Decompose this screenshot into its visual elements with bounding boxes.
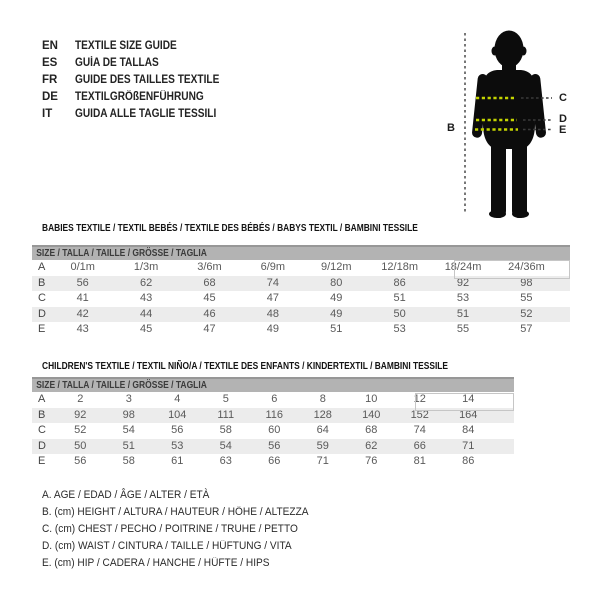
table-cell: 86 — [393, 276, 406, 289]
table-cell: 3 — [125, 393, 132, 405]
table-cell: 49 — [330, 307, 343, 320]
table-cell: 14 — [462, 393, 475, 405]
table-cell: 24/36m — [508, 261, 545, 273]
table-cell: 44 — [139, 307, 153, 320]
measurement-legend — [42, 487, 332, 572]
table-cell: 56 — [76, 276, 89, 289]
language-list — [42, 38, 239, 123]
table-cell: 81 — [413, 455, 426, 467]
language-label: GUIDA ALLE TAGLIE TESSILI — [75, 108, 217, 120]
table-cell: 140 — [362, 408, 381, 421]
table-cell: 98 — [122, 408, 135, 421]
table-cell: 56 — [74, 455, 87, 467]
table-cell: 47 — [266, 292, 279, 304]
row-label: E — [38, 323, 46, 335]
row-label: C — [38, 424, 46, 436]
table-cell: 76 — [365, 455, 378, 467]
table-cell: 71 — [316, 455, 329, 467]
highlight-box — [415, 393, 514, 411]
table-cell: 54 — [219, 439, 232, 452]
table-cell: 53 — [456, 292, 470, 304]
table-cell: 92 — [456, 276, 470, 289]
table-cell: 62 — [365, 439, 378, 452]
language-label: GUIDE DES TAILLES TEXTILE — [75, 74, 220, 86]
table-cell: 68 — [203, 276, 216, 289]
table-cell: 49 — [330, 292, 343, 304]
language-code: IT — [42, 108, 53, 120]
language-code: DE — [42, 91, 58, 103]
table-cell: 4 — [174, 393, 181, 405]
row-label: E — [38, 455, 46, 467]
table-cell: 57 — [520, 323, 533, 335]
table-cell: 48 — [266, 307, 279, 320]
table-cell: 51 — [456, 307, 470, 320]
legend-line-c: C. (cm) CHEST / PECHO / POITRINE / TRUHE / PETTO — [42, 523, 298, 535]
table-row-d — [32, 307, 570, 323]
table-cell: 62 — [139, 276, 153, 289]
legend-line-e: E. (cm) HIP / CADERA / HANCHE / HÜFTE / HIPS — [42, 557, 270, 569]
table-cell: 56 — [268, 439, 281, 452]
table-cell: 51 — [122, 439, 135, 452]
row-label: C — [38, 292, 46, 304]
table-cell: 45 — [139, 323, 153, 335]
table-cell: 55 — [456, 323, 470, 335]
table-cell: 86 — [462, 455, 475, 467]
language-code: FR — [42, 74, 58, 86]
table-cell: 80 — [330, 276, 343, 289]
row-label: D — [38, 439, 46, 452]
table-cell: 47 — [203, 323, 216, 335]
table-cell: 50 — [393, 307, 406, 320]
table-cell: 9/12m — [320, 261, 352, 273]
language-label: TEXTILGRÖßENFÜHRUNG — [75, 91, 204, 103]
table-header-label: SIZE / TALLA / TAILLE / GRÖSSE / TAGLIA — [32, 247, 489, 260]
table-cell: 55 — [520, 292, 533, 304]
table-cell: 5 — [222, 393, 229, 405]
table-cell: 53 — [393, 323, 406, 335]
table-cell: 10 — [365, 393, 378, 405]
row-label: A — [38, 393, 46, 405]
table-cell: 8 — [319, 393, 326, 405]
table-row-e — [32, 454, 514, 470]
table-cell: 60 — [268, 424, 281, 436]
babies-size-table — [32, 245, 570, 338]
table-cell: 43 — [76, 323, 89, 335]
table-cell: 46 — [203, 307, 216, 320]
table-cell: 6/9m — [260, 261, 286, 273]
table-cell: 51 — [330, 323, 343, 335]
figure-label-e: E — [559, 124, 567, 136]
highlight-box — [454, 260, 570, 279]
table-cell: 128 — [313, 408, 332, 421]
language-code: ES — [42, 57, 58, 69]
figure-label-c: C — [559, 92, 567, 104]
table-row-c — [32, 291, 570, 307]
table-cell: 116 — [265, 408, 284, 421]
table-cell: 0/1m — [70, 261, 95, 273]
table-cell: 49 — [266, 323, 279, 335]
legend-line-d: D. (cm) WAIST / CINTURA / TAILLE / HÜFTUNG / VITA — [42, 540, 292, 552]
babies-section-title: BABIES TEXTILE / TEXTIL BEBÉS / TEXTILE DES BÉBÉS / BABYS TEXTIL / BAMBINI TESSILE — [42, 222, 418, 234]
legend-line-b: B. (cm) HEIGHT / ALTURA / HAUTEUR / HÖHE / ALTEZZA — [42, 506, 309, 518]
table-cell: 52 — [74, 424, 87, 436]
table-cell: 51 — [393, 292, 406, 304]
table-cell: 66 — [413, 439, 426, 452]
table-cell: 12 — [413, 393, 426, 405]
child-silhouette — [472, 31, 547, 219]
language-row-it — [42, 106, 239, 123]
table-cell: 42 — [76, 307, 89, 320]
table-cell: 58 — [122, 455, 135, 467]
table-cell: 92 — [74, 408, 87, 421]
table-row-c — [32, 423, 514, 439]
table-cell: 84 — [462, 424, 475, 436]
table-cell: 164 — [459, 408, 478, 421]
table-cell: 41 — [76, 292, 89, 304]
table-row-d — [32, 439, 514, 455]
table-cell: 74 — [413, 424, 426, 436]
figure-label-b: B — [447, 122, 455, 134]
table-cell: 58 — [219, 424, 232, 436]
row-label: A — [38, 261, 46, 273]
table-row-e — [32, 322, 570, 338]
table-cell: 98 — [520, 276, 533, 289]
table-cell: 74 — [266, 276, 279, 289]
figure-label-d: D — [559, 113, 567, 125]
table-cell: 1/3m — [133, 261, 159, 273]
table-cell: 56 — [171, 424, 184, 436]
language-row-fr — [42, 72, 239, 89]
row-label: D — [38, 307, 46, 320]
table-cell: 54 — [122, 424, 135, 436]
table-cell: 12/18m — [381, 261, 418, 273]
table-cell: 59 — [316, 439, 329, 452]
table-cell: 43 — [139, 292, 153, 304]
language-row-en — [42, 38, 239, 55]
language-row-de — [42, 89, 239, 106]
table-cell: 2 — [77, 393, 84, 405]
table-cell: 66 — [268, 455, 281, 467]
language-code: EN — [42, 40, 58, 52]
table-cell: 111 — [217, 408, 235, 421]
table-header-row — [32, 247, 570, 260]
table-cell: 71 — [462, 439, 475, 452]
language-label: GUÍA DE TALLAS — [75, 57, 159, 69]
children-size-table — [32, 377, 514, 470]
table-header-row — [32, 379, 514, 392]
table-header-label: SIZE / TALLA / TAILLE / GRÖSSE / TAGLIA — [32, 379, 442, 392]
table-cell: 45 — [203, 292, 216, 304]
table-cell: 152 — [410, 408, 429, 421]
row-label: B — [38, 276, 46, 289]
row-label: B — [38, 408, 46, 421]
table-cell: 53 — [171, 439, 184, 452]
table-cell: 64 — [316, 424, 329, 436]
table-cell: 3/6m — [197, 261, 222, 273]
table-cell: 104 — [168, 408, 187, 421]
table-cell: 61 — [171, 455, 184, 467]
table-cell: 63 — [219, 455, 232, 467]
table-cell: 52 — [520, 307, 533, 320]
language-label: TEXTILE SIZE GUIDE — [75, 40, 177, 52]
children-section-title: CHILDREN'S TEXTILE / TEXTIL NIÑO/A / TEXTILE DES ENFANTS / KINDERTEXTIL / BAMBINI TESSILE — [42, 360, 449, 372]
language-row-es — [42, 55, 239, 72]
table-cell: 6 — [271, 393, 278, 405]
table-cell: 68 — [365, 424, 378, 436]
legend-line-a: A. AGE / EDAD / ÂGE / ALTER / ETÀ — [42, 489, 210, 501]
table-cell: 50 — [74, 439, 87, 452]
table-cell: 18/24m — [444, 261, 482, 273]
